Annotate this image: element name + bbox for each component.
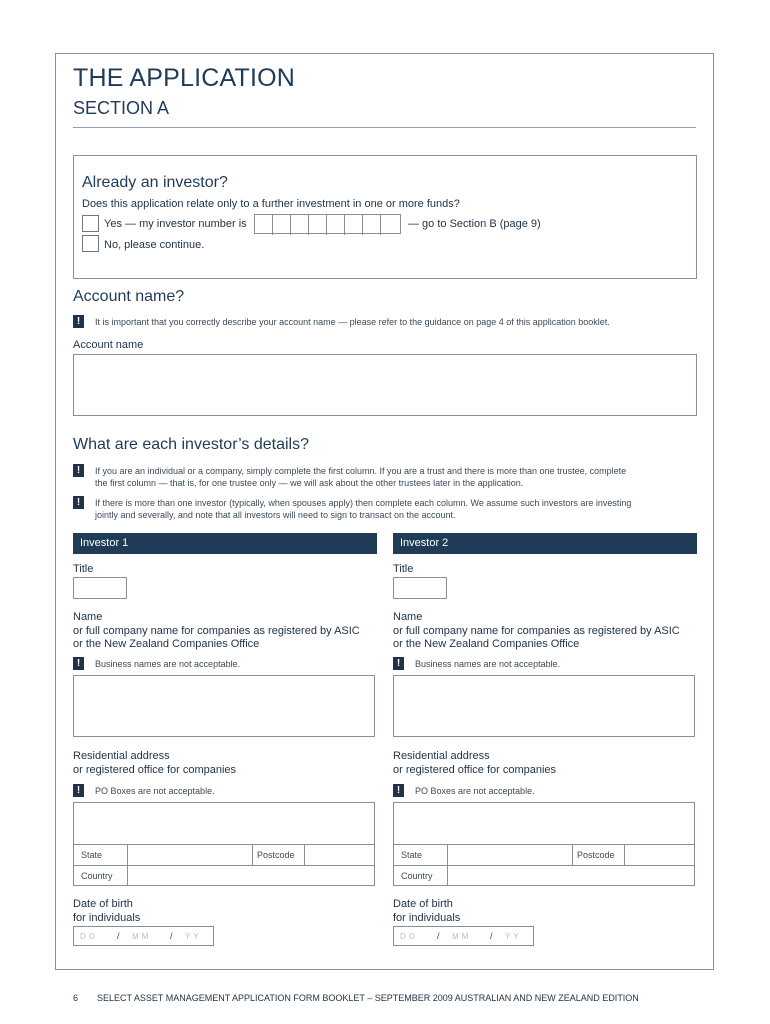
dob-sub: for individuals [73,911,141,924]
page-number: 6 [73,993,79,1003]
dob-separator: / [117,931,120,941]
digit-cell [363,215,381,235]
investor-1-country-row [73,865,375,886]
page-title: THE APPLICATION [73,64,296,92]
digit-cell [345,215,363,235]
address-sub: or registered office for companies [393,763,557,776]
exclamation-icon: ! [393,657,404,670]
yes-suffix: — go to Section B (page 9) [408,218,541,230]
account-heading: Account name? [73,288,185,305]
name-label: Name [73,611,103,623]
no-label: No [104,239,119,251]
postcode-label: Postcode [257,850,295,860]
dob-separator: / [490,931,493,941]
digit-cell [291,215,309,235]
dob-month-placeholder: M M [132,932,150,941]
details-heading: What are each investor’s details? [73,436,309,453]
investor-1-dob-input[interactable] [73,926,214,946]
investor-1-address-note: PO Boxes are not acceptable. [95,786,215,796]
state-label: State [401,850,423,860]
address-label: Residential address [393,750,490,762]
country-label: Country [81,871,113,881]
investor-1-address-label [73,750,236,777]
investor-2-dob-input[interactable] [393,926,534,946]
name-label: Name [393,611,423,623]
no-text: , please continue. [118,239,205,251]
dob-sub: for individuals [393,911,461,924]
investor-2-dob-label [393,898,460,925]
exclamation-icon: ! [73,464,84,477]
dob-year-placeholder: Y Y [185,932,200,941]
postcode-input[interactable] [624,844,695,866]
yes-option-text [104,218,247,230]
dob-day-placeholder: D D [80,932,96,941]
investor-2-country-row [393,865,695,886]
state-label: State [81,850,103,860]
investor-2-name-label [393,611,680,652]
investor-2-name-note: Business names are not acceptable. [415,659,561,669]
investor-check-question: Does this application relate only to a further investment in one or more funds? [82,198,460,210]
investor-1-state-row [73,844,375,866]
state-input[interactable] [447,844,573,866]
investor-2-name-input[interactable] [393,675,695,737]
investor-2-address-note: PO Boxes are not acceptable. [415,786,535,796]
investor-1-title-input[interactable] [73,577,127,599]
country-label: Country [401,871,433,881]
details-note-1 [95,465,626,489]
country-input[interactable] [447,865,696,886]
dob-separator: / [170,931,173,941]
address-label: Residential address [73,750,170,762]
no-option-text [104,239,204,251]
investor-2-address-label [393,750,556,777]
exclamation-icon: ! [73,784,84,797]
name-sub-2: or the New Zealand Companies Office [393,638,580,650]
investor-2-header: Investor 2 [393,533,697,554]
digit-cell [255,215,273,235]
account-name-label: Account name [73,339,144,351]
account-name-input[interactable] [73,354,697,416]
details-note-2-line-1: If there is more than one investor (typically, when spouses apply) then complete each column. We assume such investors are investing [95,498,632,508]
investor-2-state-row [393,844,695,866]
investor-check-heading: Already an investor? [82,174,228,191]
footer-text: SELECT ASSET MANAGEMENT APPLICATION FORM BOOKLET – SEPTEMBER 2009 AUSTRALIAN AND NEW ZEALAND EDITION [97,993,639,1003]
digit-cell [309,215,327,235]
investor-number-field[interactable] [254,214,401,234]
title-divider [73,127,696,128]
postcode-input[interactable] [304,844,375,866]
exclamation-icon: ! [73,657,84,670]
yes-checkbox[interactable] [82,215,99,232]
investor-2-title-input[interactable] [393,577,447,599]
dob-year-placeholder: Y Y [505,932,520,941]
section-title: SECTION A [73,98,170,118]
yes-label: Yes [104,218,122,230]
digit-cell [273,215,291,235]
country-input[interactable] [127,865,376,886]
postcode-label: Postcode [577,850,615,860]
exclamation-icon: ! [73,315,84,328]
investor-1-address-input[interactable] [73,802,375,845]
address-sub: or registered office for companies [73,763,237,776]
account-note: It is important that you correctly describe your account name — please refer to the guidance on page 4 of this application booklet. [95,317,610,327]
investor-1-name-label [73,611,360,652]
yes-text: — my investor number is [121,218,247,230]
investor-1-title-label: Title [73,563,94,575]
dob-separator: / [437,931,440,941]
investor-1-dob-label [73,898,140,925]
details-note-2-line-2: jointly and severally, and note that all investors will need to sign to transact on the account. [95,510,456,520]
details-note-2 [95,497,631,521]
no-checkbox[interactable] [82,235,99,252]
details-note-1-line-2: the first column — that is, for one trustee only — we will ask about the other trustees later in the application. [95,478,524,488]
state-input[interactable] [127,844,253,866]
exclamation-icon: ! [73,496,84,509]
investor-2-address-input[interactable] [393,802,695,845]
dob-label: Date of birth [393,898,453,910]
dob-label: Date of birth [73,898,133,910]
investor-1-name-input[interactable] [73,675,375,737]
name-sub-1: or full company name for companies as registered by ASIC [393,624,680,637]
digit-cell [327,215,345,235]
dob-month-placeholder: M M [452,932,470,941]
investor-1-header: Investor 1 [73,533,377,554]
name-sub-1: or full company name for companies as registered by ASIC [73,624,360,637]
investor-2-title-label: Title [393,563,414,575]
dob-day-placeholder: D D [400,932,416,941]
details-note-1-line-1: If you are an individual or a company, simply complete the first column. If you are a trust and there is more than one trustee, complete [95,466,627,476]
exclamation-icon: ! [393,784,404,797]
investor-1-name-note: Business names are not acceptable. [95,659,241,669]
name-sub-2: or the New Zealand Companies Office [73,638,260,650]
